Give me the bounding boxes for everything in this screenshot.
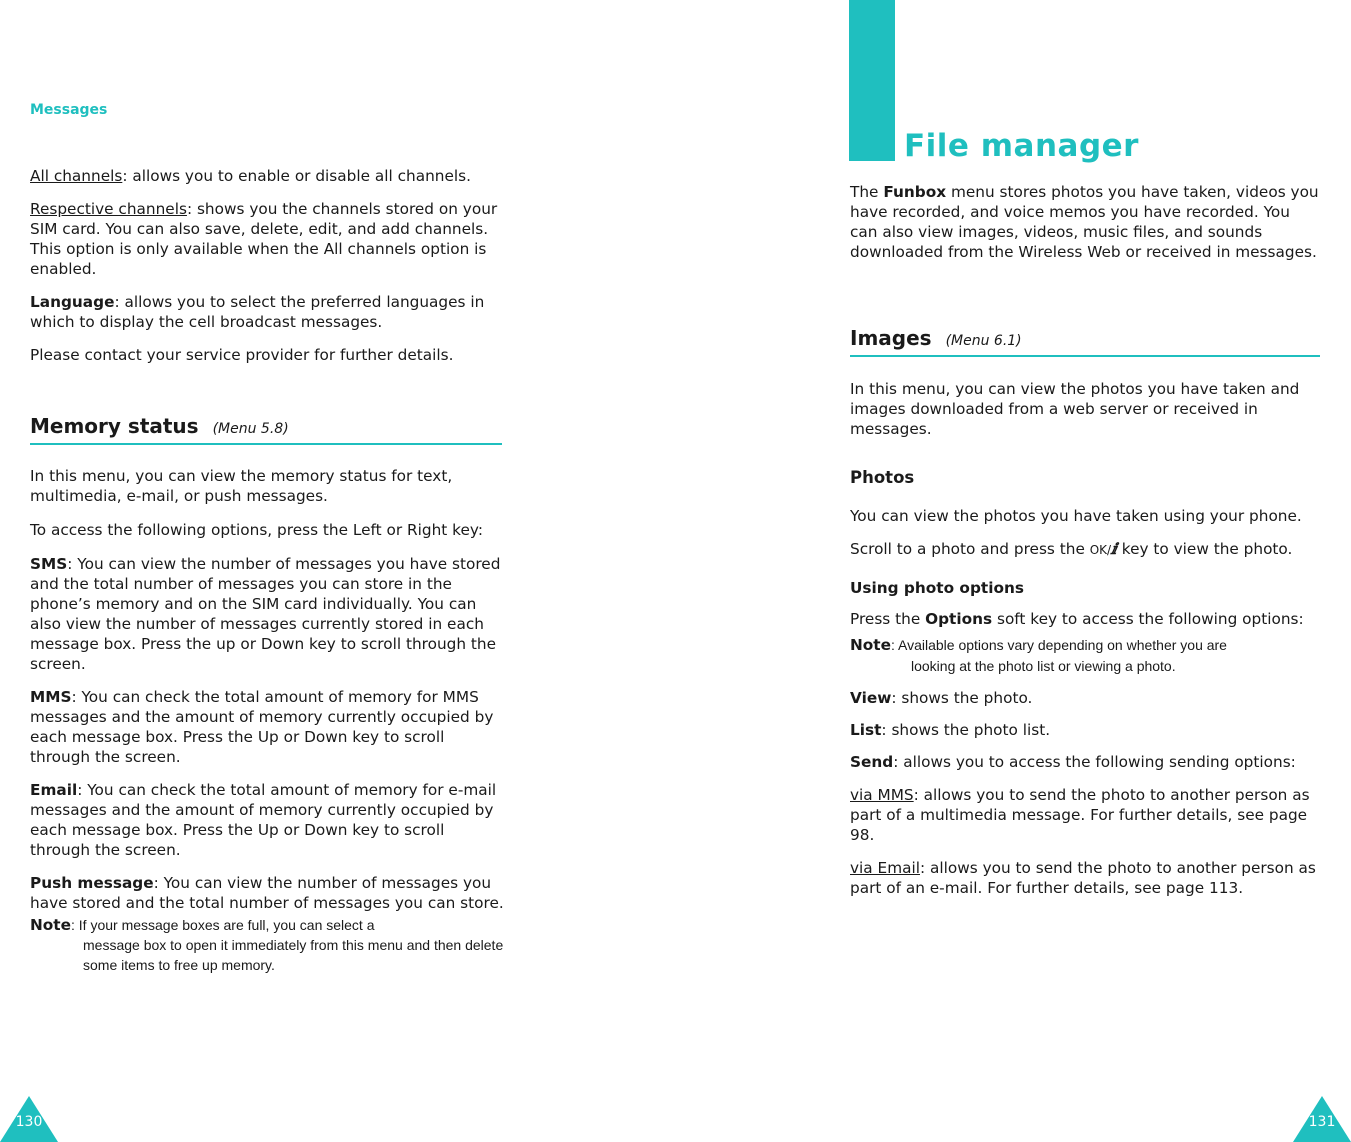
info-icon: ⅈ (1111, 540, 1117, 558)
access-text: To access the following options, press the Left or Right key: (30, 521, 483, 539)
contact-text: Please contact your service provider for further details. (30, 346, 454, 364)
send-item: Send: allows you to access the following sending options: (850, 753, 1296, 771)
running-head: Messages (30, 102, 108, 118)
menu-number: (Menu 5.8) (212, 421, 289, 437)
memory-intro: In this menu, you can view the memory status for text, multimedia, e-mail, or push messages. (30, 467, 453, 505)
chapter-title: File manager (904, 128, 1139, 164)
via-email-item: via Email: allows you to send the photo to another person as part of an e-mail. For further details, see page 113. (850, 859, 1316, 897)
view-item: View: shows the photo. (850, 689, 1033, 707)
chapter-tab (849, 0, 895, 161)
press-options-text: Press the Options soft key to access the following options: (850, 610, 1304, 628)
photos-section (850, 468, 1320, 898)
via-mms-item: via MMS: allows you to send the photo to another person as part of a multimedia message. For further details, see page 98. (850, 786, 1310, 844)
menu-number: (Menu 6.1) (945, 333, 1022, 349)
page-number: 131 (1308, 1114, 1336, 1130)
photos-text: You can view the photos you have taken using your phone. (850, 507, 1302, 525)
scroll-text: Scroll to a photo and press the OK/ⅈ key to view the photo. (850, 540, 1293, 558)
section-title: Images (850, 326, 932, 350)
funbox-term: Funbox (883, 183, 947, 201)
chapter-intro: The Funbox menu stores photos you have taken, videos you have recorded, and voice memos you have recorded. You can also view images, videos, music files, and sounds downloaded from the Wireless Web or received in messages. (850, 183, 1319, 261)
memory-note: Note: If your message boxes are full, you can select a message box to open it immediately from this menu and then delete some items to free up memory. (30, 916, 504, 973)
memory-status-body (30, 466, 505, 975)
language-item: Language: allows you to select the preferred languages in which to display the cell broadcast messages. (30, 293, 485, 331)
section-title: Memory status (30, 414, 199, 438)
ok-key-label: OK/ (1089, 543, 1112, 557)
sms-item: SMS: You can view the number of messages you have stored and the total number of messages you can store in the phone’s memory and on the SIM card individually. You can also view the number of messages currently stored in each message box. Press the up or Down key to scroll through the screen. (30, 555, 501, 673)
photo-options-heading: Using photo options (850, 579, 1024, 597)
images-body (850, 379, 1320, 439)
list-item: List: shows the photo list. (850, 721, 1051, 739)
page-number: 130 (15, 1114, 43, 1130)
memory-status-heading (30, 414, 502, 445)
photos-heading: Photos (850, 468, 915, 487)
images-intro: In this menu, you can view the photos you have taken and images downloaded from a web server or received in messages. (850, 380, 1300, 438)
respective-channels-item: Respective channels: shows you the channels stored on your SIM card. You can also save, delete, edit, and add channels. This option is only available when the All channels option is enabled. (30, 200, 498, 278)
photo-note: Note: Available options vary depending on whether you are looking at the photo list or viewing a photo. (850, 636, 1227, 674)
cell-broadcast-options (30, 166, 505, 365)
term: Respective channels (30, 200, 187, 218)
term: Language (30, 293, 115, 311)
email-item: Email: You can check the total amount of memory for e-mail messages and the amount of memory currently occupied by each message box. Press the Up or Down key to scroll through the screen. (30, 781, 497, 859)
push-message-item: Push message: You can view the number of messages you have stored and the total number of messages you can store. (30, 874, 504, 912)
left-page (0, 0, 675, 1142)
mms-item: MMS: You can check the total amount of memory for MMS messages and the amount of memory currently occupied by each message box. Press the Up or Down key to scroll through the screen. (30, 688, 494, 766)
all-channels-item: All channels: allows you to enable or disable all channels. (30, 167, 471, 185)
term: All channels (30, 167, 123, 185)
images-heading (850, 326, 1320, 357)
